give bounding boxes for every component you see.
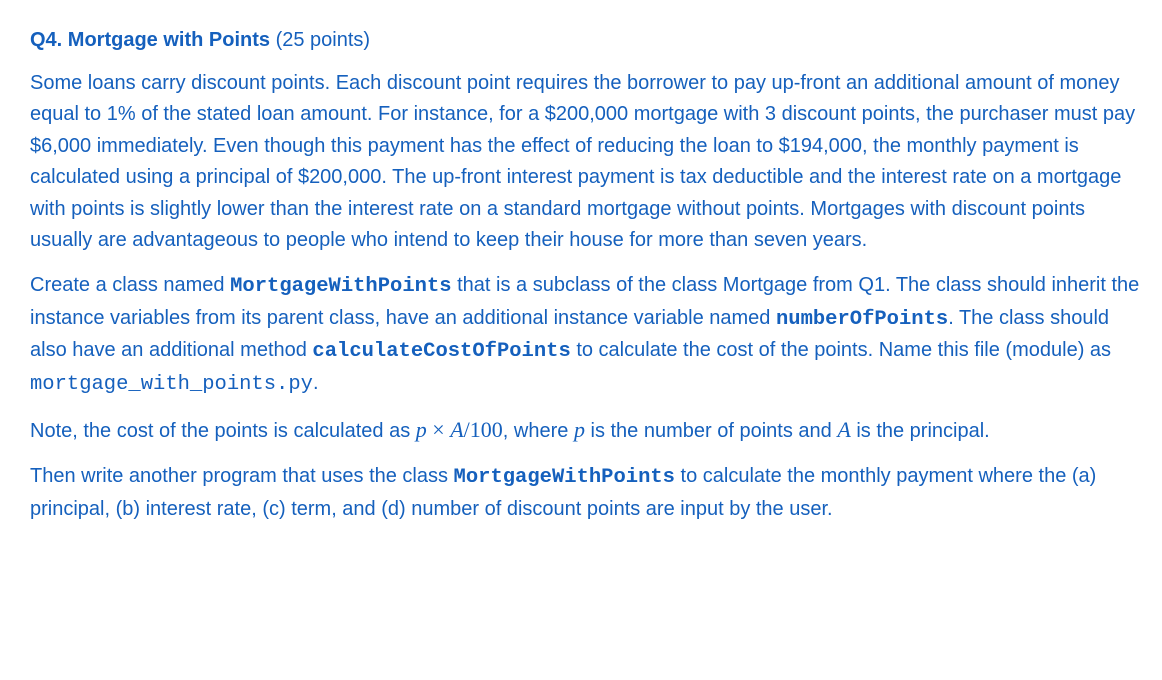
- paragraph-cost-formula: [30, 414, 1150, 447]
- method-name-code: calculateCostOfPoints: [312, 340, 571, 364]
- class-name-code: MortgageWithPoints: [453, 466, 675, 490]
- text-segment: . The class should also have an additional method: [30, 306, 1110, 362]
- document-page: [30, 26, 1150, 539]
- question-points: (25 points): [275, 29, 371, 51]
- formula-var-a: A: [450, 417, 464, 443]
- text-segment: , where: [502, 420, 574, 443]
- text-segment: Then write another program that uses the class: [30, 465, 454, 488]
- math-var-p: [574, 417, 585, 442]
- text-segment: Note, the cost of the points is calculated as: [30, 420, 416, 443]
- paragraph-program-task: [30, 461, 1150, 525]
- paragraph-class-spec: [30, 270, 1150, 400]
- file-name-code: mortgage_with_points.py: [30, 372, 313, 396]
- cost-formula: [416, 417, 503, 442]
- variable-name-code: numberOfPoints: [775, 307, 949, 331]
- formula-times: ×: [426, 417, 451, 443]
- formula-var-p: p: [415, 417, 427, 443]
- class-name-code: MortgageWithPoints: [230, 275, 452, 299]
- text-segment: .: [312, 371, 319, 394]
- text-segment: that is a subclass of the class Mortgage from Q1. The class should inherit the instance variables from its parent class, have an additional instance variable named: [30, 274, 1140, 329]
- question-title: Q4. Mortgage with Points: [30, 29, 271, 51]
- math-var-a-glyph: A: [837, 417, 851, 443]
- question-heading: [30, 26, 1150, 54]
- text-segment: is the number of points and: [584, 420, 838, 443]
- text-segment: is the principal.: [850, 420, 990, 443]
- text-segment: Create a class named: [30, 274, 231, 297]
- paragraph-discount-points: Some loans carry discount points. Each discount point requires the borrower to pay up-front an additional amount of money equal to 1% of the stated loan amount. For instance, for a $200,000 mortgage with 3 discount points, the purchaser must pay $6,000 immediately. Even though this payment has the effect of reducing the loan to $194,000, the monthly payment is calculated using a principal of $200,000. The up-front interest payment is tax deductible and the interest rate on a mortgage with points is slightly lower than the interest rate on a standard mortgage without points. Mortgages with discount points usually are advantageous to people who intend to keep their house for more than seven years.: [30, 72, 1136, 252]
- math-var-p-glyph: p: [573, 417, 585, 443]
- math-var-a: [837, 417, 850, 442]
- formula-divisor: /100: [463, 417, 503, 443]
- text-segment: to calculate the monthly payment where the (a) principal, (b) interest rate, (c) term, and (d) number of discount points are input by the user.: [30, 465, 1097, 520]
- text-segment: to calculate the cost of the points. Name this file (module) as: [570, 339, 1112, 362]
